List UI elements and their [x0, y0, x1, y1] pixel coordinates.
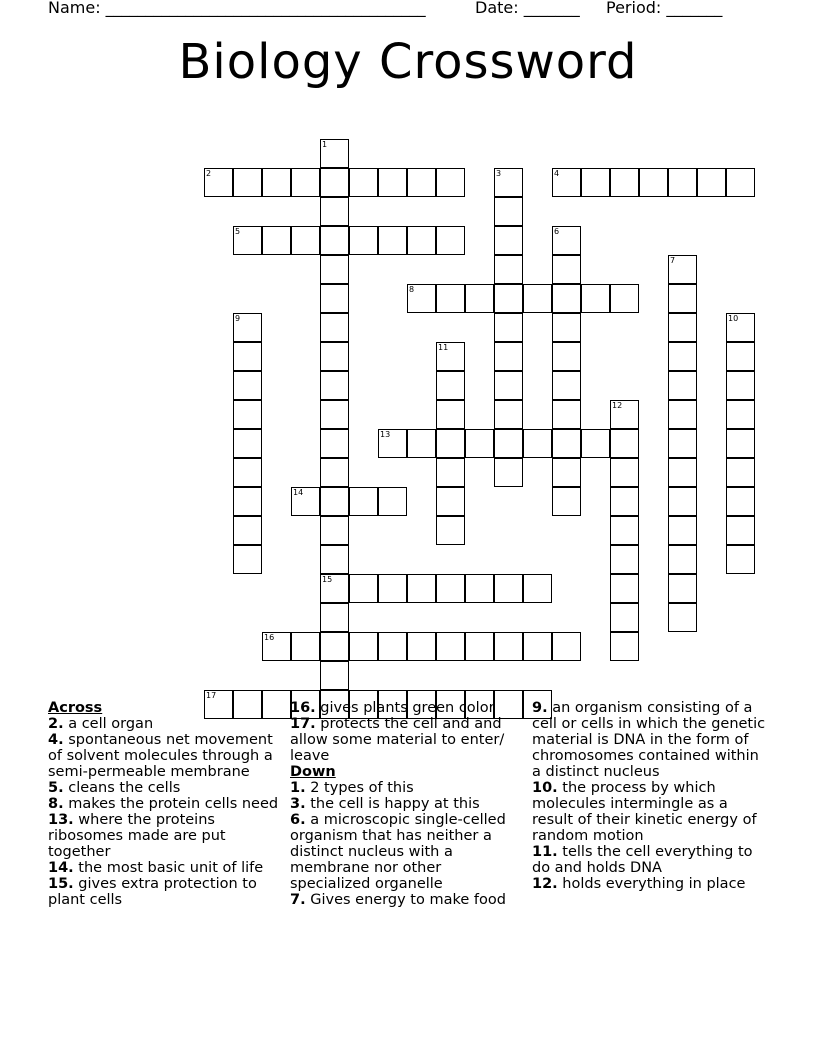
clue-number: 9 [235, 314, 241, 323]
grid-cell[interactable] [610, 603, 639, 632]
grid-cell[interactable] [378, 487, 407, 516]
grid-cell[interactable] [610, 168, 639, 197]
grid-cell[interactable] [320, 487, 349, 516]
grid-cell[interactable] [262, 226, 291, 255]
grid-cell[interactable] [610, 400, 639, 429]
clues-column-2 [290, 700, 515, 908]
grid-cell[interactable] [320, 458, 349, 487]
grid-cell[interactable] [668, 371, 697, 400]
clue-text: cleans the cells [63, 780, 181, 796]
grid-cell[interactable] [552, 342, 581, 371]
grid-cell[interactable] [610, 574, 639, 603]
grid-cell[interactable] [494, 313, 523, 342]
grid-cell[interactable] [552, 168, 581, 197]
grid-cell[interactable] [668, 603, 697, 632]
clue-item [48, 860, 283, 876]
grid-cell[interactable] [668, 545, 697, 574]
grid-cell[interactable] [320, 661, 349, 690]
clue-text: the process by which molecules intermingle as a result of their kinetic energy of random motion [532, 780, 757, 844]
grid-cell[interactable] [378, 632, 407, 661]
grid-cell[interactable] [552, 226, 581, 255]
grid-cell[interactable] [407, 574, 436, 603]
clue-text: gives plants green color [315, 700, 495, 716]
grid-cell[interactable] [436, 226, 465, 255]
grid-cell[interactable] [320, 371, 349, 400]
clue-number: 12 [612, 401, 623, 410]
grid-cell[interactable] [436, 516, 465, 545]
grid-cell[interactable] [320, 574, 349, 603]
grid-cell[interactable] [320, 226, 349, 255]
grid-cell[interactable] [581, 168, 610, 197]
grid-cell[interactable] [436, 342, 465, 371]
clue-number: 11 [438, 343, 449, 352]
grid-cell[interactable] [320, 429, 349, 458]
down-heading: Down [290, 764, 336, 780]
across-heading: Across [48, 700, 103, 716]
grid-cell[interactable] [494, 574, 523, 603]
grid-cell[interactable] [407, 632, 436, 661]
grid-cell[interactable] [262, 168, 291, 197]
grid-cell[interactable] [320, 632, 349, 661]
grid-cell[interactable] [291, 226, 320, 255]
clue-number: 17. [290, 716, 316, 732]
clue-text: holds everything in place [557, 876, 746, 892]
clue-item [48, 796, 283, 812]
grid-cell[interactable] [465, 574, 494, 603]
grid-cell[interactable] [291, 168, 320, 197]
grid-cell[interactable] [436, 168, 465, 197]
clue-item [532, 700, 767, 780]
clue-number: 4. [48, 732, 64, 748]
clue-number: 1 [322, 140, 328, 149]
clue-text: spontaneous net movement of solvent molecules through a semi-permeable membrane [48, 732, 273, 780]
grid-cell[interactable] [349, 574, 378, 603]
grid-cell[interactable] [523, 632, 552, 661]
clue-text: a microscopic single-celled organism that has neither a distinct nucleus with a membrane nor other specialized organelle [290, 812, 506, 892]
grid-cell[interactable] [494, 284, 523, 313]
clue-number: 9. [532, 700, 548, 716]
grid-cell[interactable] [320, 255, 349, 284]
grid-cell[interactable] [233, 313, 262, 342]
grid-cell[interactable] [436, 632, 465, 661]
grid-cell[interactable] [436, 284, 465, 313]
date-field[interactable]: Date: _______ [475, 0, 580, 17]
clue-text: tells the cell everything to do and holds DNA [532, 844, 753, 876]
clue-item [532, 876, 767, 892]
clue-number: 1. [290, 780, 306, 796]
grid-cell[interactable] [465, 632, 494, 661]
clue-text: Gives energy to make food [305, 892, 506, 908]
grid-cell[interactable] [436, 400, 465, 429]
grid-cell[interactable] [523, 429, 552, 458]
grid-cell[interactable] [494, 168, 523, 197]
grid-cell[interactable] [233, 516, 262, 545]
grid-cell[interactable] [233, 342, 262, 371]
grid-cell[interactable] [465, 284, 494, 313]
grid-cell[interactable] [726, 400, 755, 429]
grid-cell[interactable] [320, 313, 349, 342]
clue-number: 3. [290, 796, 306, 812]
clues-column-3 [532, 700, 767, 892]
grid-cell[interactable] [320, 516, 349, 545]
clue-number: 7 [670, 256, 676, 265]
grid-cell[interactable] [726, 313, 755, 342]
grid-cell[interactable] [436, 458, 465, 487]
grid-cell[interactable] [494, 429, 523, 458]
clue-number: 6 [554, 227, 560, 236]
clues-column-1 [48, 700, 283, 908]
grid-cell[interactable] [668, 516, 697, 545]
grid-cell[interactable] [233, 226, 262, 255]
grid-cell[interactable] [610, 429, 639, 458]
clue-number: 15 [322, 575, 333, 584]
grid-cell[interactable] [523, 284, 552, 313]
period-field[interactable]: Period: _______ [606, 0, 723, 17]
grid-cell[interactable] [378, 226, 407, 255]
clue-number: 17 [206, 691, 217, 700]
clue-item [290, 812, 515, 892]
clue-number: 10 [728, 314, 739, 323]
grid-cell[interactable] [436, 371, 465, 400]
grid-cell[interactable] [233, 545, 262, 574]
clue-number: 13 [380, 430, 391, 439]
grid-cell[interactable] [320, 342, 349, 371]
clue-text: the most basic unit of life [73, 860, 264, 876]
grid-cell[interactable] [494, 371, 523, 400]
grid-cell[interactable] [726, 516, 755, 545]
clue-number: 2 [206, 169, 212, 178]
grid-cell[interactable] [610, 632, 639, 661]
clue-number: 7. [290, 892, 306, 908]
grid-cell[interactable] [407, 226, 436, 255]
grid-cell[interactable] [726, 458, 755, 487]
grid-cell[interactable] [262, 632, 291, 661]
grid-cell[interactable] [320, 197, 349, 226]
grid-cell[interactable] [204, 168, 233, 197]
grid-cell[interactable] [668, 342, 697, 371]
grid-cell[interactable] [407, 429, 436, 458]
clue-number: 16. [290, 700, 316, 716]
grid-cell[interactable] [668, 574, 697, 603]
grid-cell[interactable] [233, 487, 262, 516]
page-title: Biology Crossword [178, 34, 638, 90]
clue-item [290, 700, 515, 716]
grid-cell[interactable] [668, 284, 697, 313]
clue-number: 4 [554, 169, 560, 178]
clue-text: makes the protein cells need [63, 796, 279, 812]
grid-cell[interactable] [581, 429, 610, 458]
grid-cell[interactable] [378, 574, 407, 603]
clue-number: 14. [48, 860, 74, 876]
grid-cell[interactable] [349, 226, 378, 255]
grid-cell[interactable] [320, 400, 349, 429]
clue-item [532, 844, 767, 876]
grid-cell[interactable] [610, 487, 639, 516]
clue-number: 8. [48, 796, 64, 812]
clue-item [290, 892, 515, 908]
grid-cell[interactable] [233, 371, 262, 400]
clue-number: 8 [409, 285, 415, 294]
grid-cell[interactable] [378, 168, 407, 197]
grid-cell[interactable] [320, 603, 349, 632]
clue-item [48, 780, 283, 796]
grid-cell[interactable] [494, 197, 523, 226]
grid-cell[interactable] [610, 458, 639, 487]
grid-cell[interactable] [726, 342, 755, 371]
grid-cell[interactable] [233, 429, 262, 458]
grid-cell[interactable] [233, 458, 262, 487]
grid-cell[interactable] [233, 400, 262, 429]
grid-cell[interactable] [726, 487, 755, 516]
grid-cell[interactable] [349, 632, 378, 661]
clue-item [48, 716, 283, 732]
grid-cell[interactable] [407, 168, 436, 197]
grid-cell[interactable] [552, 400, 581, 429]
grid-cell[interactable] [349, 487, 378, 516]
grid-cell[interactable] [726, 429, 755, 458]
clue-text: gives extra protection to plant cells [48, 876, 257, 908]
grid-cell[interactable] [610, 516, 639, 545]
grid-cell[interactable] [494, 400, 523, 429]
grid-cell[interactable] [581, 284, 610, 313]
clue-number: 10. [532, 780, 558, 796]
grid-cell[interactable] [552, 429, 581, 458]
grid-cell[interactable] [494, 632, 523, 661]
clue-item [48, 812, 283, 860]
grid-cell[interactable] [697, 168, 726, 197]
clue-text: protects the cell and and allow some material to enter/ leave [290, 716, 505, 764]
grid-cell[interactable] [668, 255, 697, 284]
grid-cell[interactable] [233, 168, 262, 197]
clue-number: 3 [496, 169, 502, 178]
grid-cell[interactable] [465, 429, 494, 458]
clue-number: 11. [532, 844, 558, 860]
clue-text: the cell is happy at this [305, 796, 480, 812]
clue-text: a cell organ [63, 716, 154, 732]
grid-cell[interactable] [523, 574, 552, 603]
grid-cell[interactable] [668, 168, 697, 197]
grid-cell[interactable] [726, 168, 755, 197]
clue-item [532, 780, 767, 844]
grid-cell[interactable] [552, 255, 581, 284]
grid-cell[interactable] [320, 284, 349, 313]
clue-number: 13. [48, 812, 74, 828]
grid-cell[interactable] [552, 284, 581, 313]
grid-cell[interactable] [407, 284, 436, 313]
grid-cell[interactable] [668, 400, 697, 429]
grid-cell[interactable] [291, 632, 320, 661]
name-field[interactable]: Name: ________________________________________ [48, 0, 426, 17]
clue-text: 2 types of this [305, 780, 414, 796]
clue-number: 14 [293, 488, 304, 497]
grid-cell[interactable] [378, 429, 407, 458]
grid-cell[interactable] [726, 545, 755, 574]
grid-cell[interactable] [320, 545, 349, 574]
grid-cell[interactable] [494, 255, 523, 284]
grid-cell[interactable] [726, 371, 755, 400]
grid-cell[interactable] [494, 226, 523, 255]
grid-cell[interactable] [552, 632, 581, 661]
grid-cell[interactable] [552, 487, 581, 516]
clue-item [48, 876, 283, 908]
grid-cell[interactable] [494, 458, 523, 487]
clue-text: where the proteins ribosomes made are put together [48, 812, 226, 860]
clue-item [290, 780, 515, 796]
clue-item [290, 796, 515, 812]
grid-cell[interactable] [552, 458, 581, 487]
grid-cell[interactable] [436, 487, 465, 516]
grid-cell[interactable] [668, 313, 697, 342]
clue-item [48, 732, 283, 780]
grid-cell[interactable] [320, 168, 349, 197]
clue-number: 5 [235, 227, 241, 236]
clue-number: 16 [264, 633, 275, 642]
clue-item [290, 716, 515, 764]
grid-cell[interactable] [494, 342, 523, 371]
grid-cell[interactable] [610, 284, 639, 313]
grid-cell[interactable] [291, 487, 320, 516]
grid-cell[interactable] [668, 487, 697, 516]
grid-cell[interactable] [552, 313, 581, 342]
grid-cell[interactable] [436, 429, 465, 458]
grid-cell[interactable] [349, 168, 378, 197]
grid-cell[interactable] [668, 458, 697, 487]
clue-number: 15. [48, 876, 74, 892]
grid-cell[interactable] [436, 574, 465, 603]
grid-cell[interactable] [320, 139, 349, 168]
clue-number: 5. [48, 780, 64, 796]
grid-cell[interactable] [610, 545, 639, 574]
grid-cell[interactable] [639, 168, 668, 197]
grid-cell[interactable] [668, 429, 697, 458]
grid-cell[interactable] [552, 371, 581, 400]
clue-number: 12. [532, 876, 558, 892]
clue-number: 2. [48, 716, 64, 732]
clue-number: 6. [290, 812, 306, 828]
clue-text: an organism consisting of a cell or cells in which the genetic material is DNA in the form of chromosomes contained within a distinct nucleus [532, 700, 766, 780]
